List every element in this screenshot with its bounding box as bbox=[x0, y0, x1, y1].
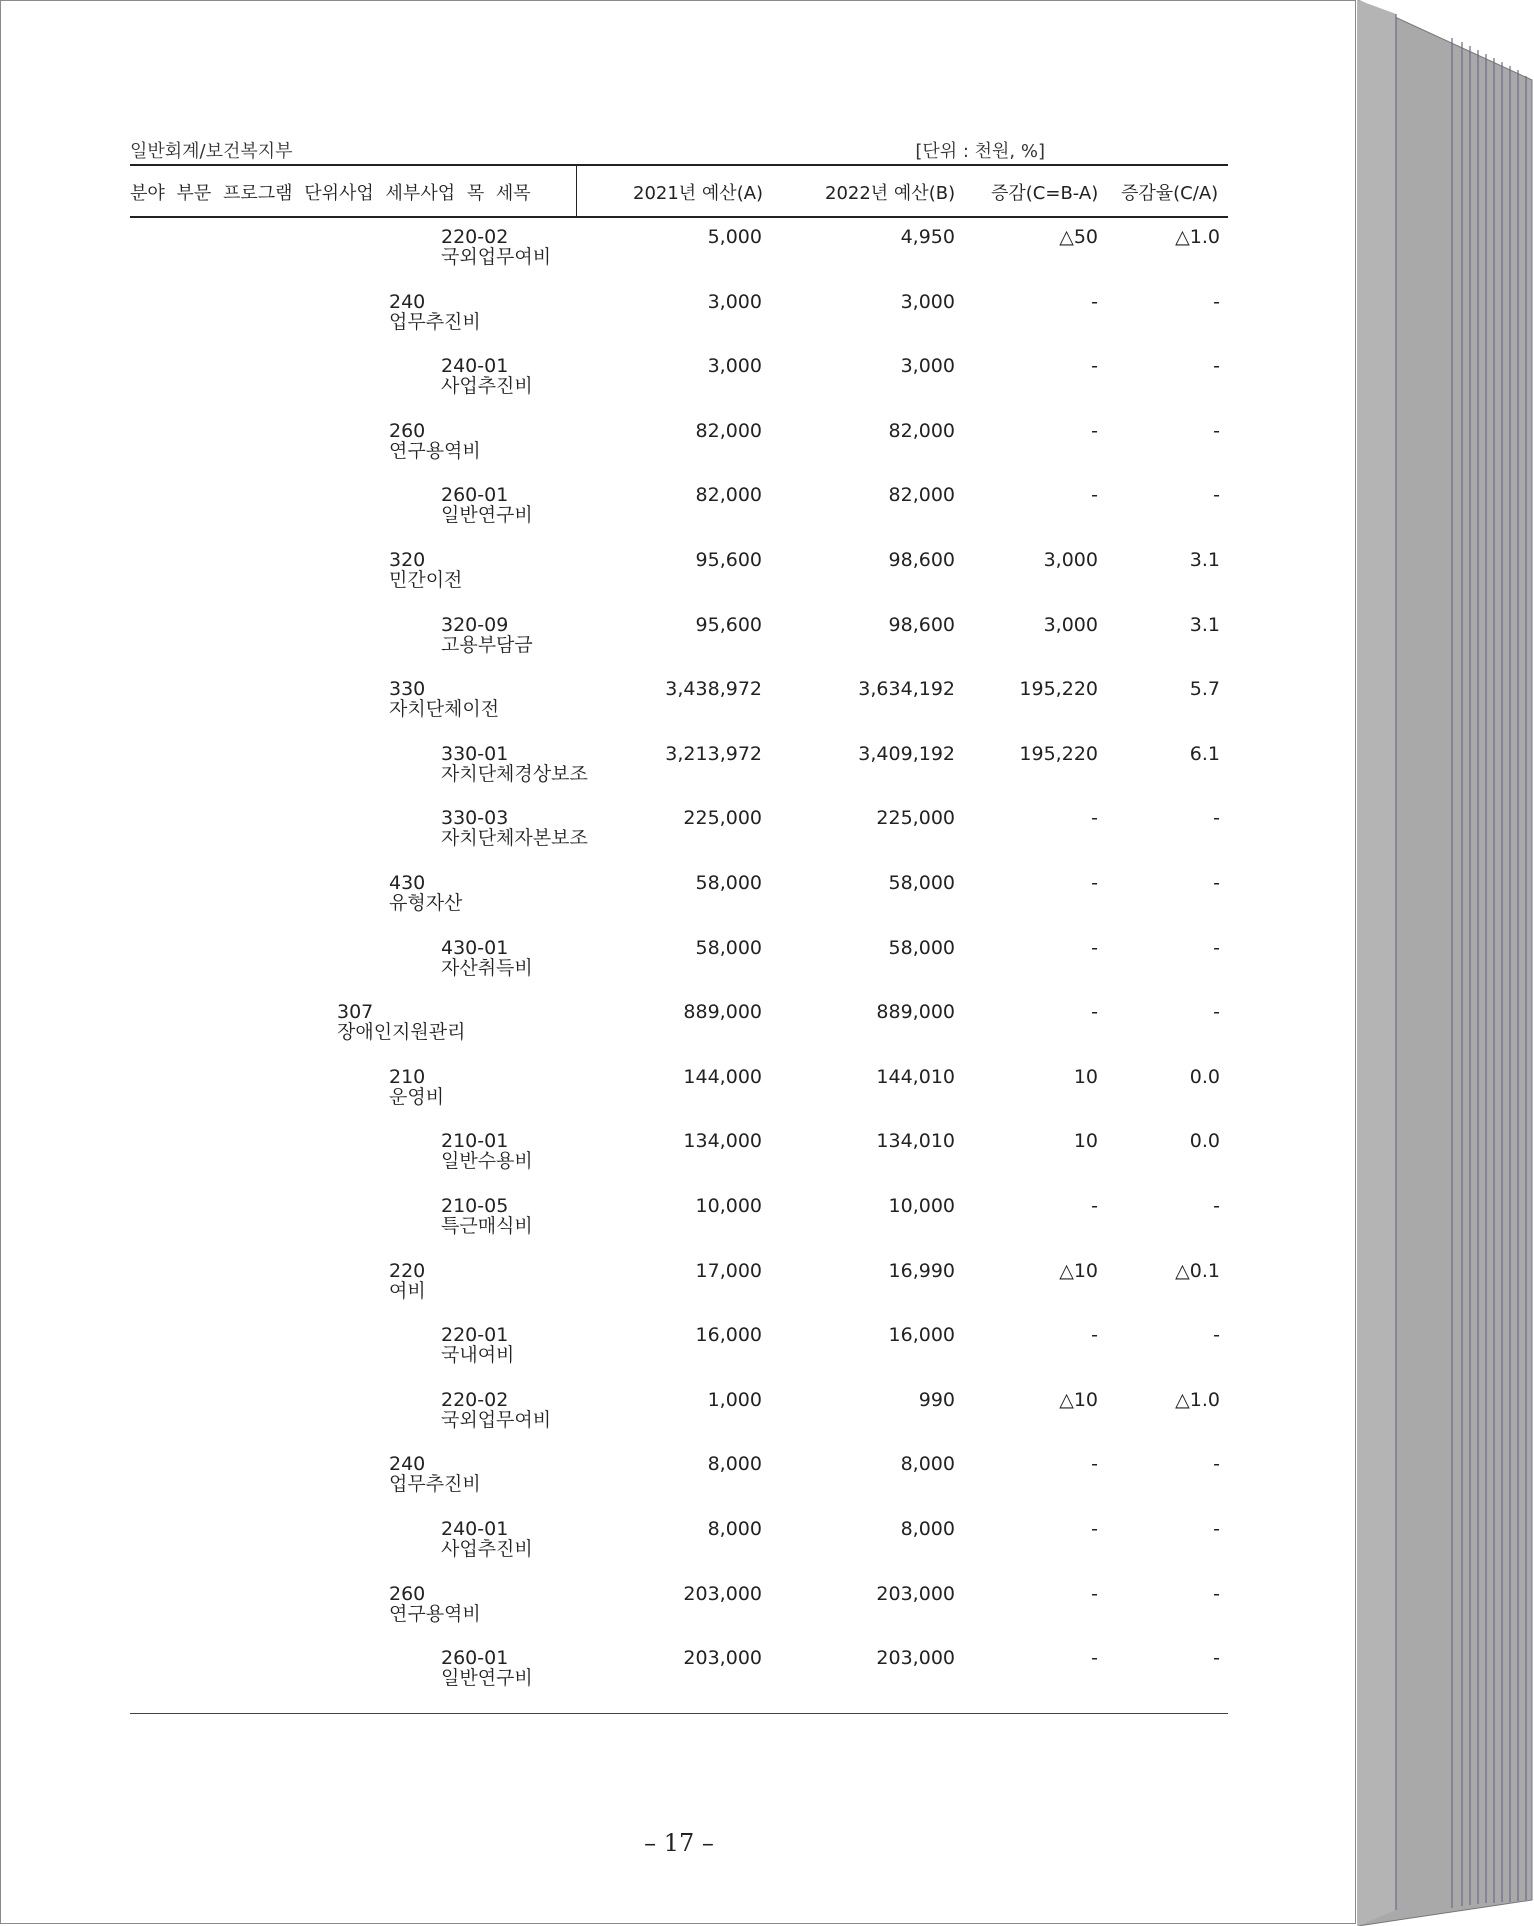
budget-2022-value: 16,000 bbox=[888, 1324, 955, 1347]
item-name: 일반수용비 bbox=[441, 1150, 533, 1173]
item-code: 260 bbox=[389, 1582, 426, 1605]
change-rate-value: - bbox=[1213, 1518, 1220, 1540]
budget-2021-value: 3,213,972 bbox=[665, 742, 762, 765]
change-value: 3,000 bbox=[1043, 549, 1098, 571]
change-value: - bbox=[1091, 1001, 1098, 1024]
budget-2021-value: 10,000 bbox=[695, 1195, 762, 1217]
table-row bbox=[1, 808, 1357, 868]
table-row bbox=[1, 1261, 1357, 1321]
budget-2021-value: 8,000 bbox=[707, 1453, 762, 1476]
table-bottom-rule bbox=[130, 1713, 1228, 1714]
budget-2022-value: 225,000 bbox=[876, 807, 955, 830]
change-value: 195,220 bbox=[1019, 678, 1098, 701]
budget-2022-value: 144,010 bbox=[876, 1065, 955, 1088]
change-rate-value: - bbox=[1213, 1647, 1220, 1670]
page-stack-graphic bbox=[1356, 0, 1534, 1926]
item-name: 업무추진비 bbox=[389, 310, 481, 333]
item-name: 장애인지원관리 bbox=[337, 1021, 466, 1044]
budget-2022-value: 98,600 bbox=[888, 613, 955, 636]
table-header-rule bbox=[130, 216, 1228, 218]
budget-2022-value: 8,000 bbox=[900, 1518, 955, 1540]
budget-2021-value: 3,000 bbox=[707, 290, 762, 313]
column-header-hierarchy: 분야 부문 프로그램 단위사업 세부사업 목 세목 bbox=[130, 183, 531, 204]
item-name: 국외업무여비 bbox=[441, 246, 552, 268]
budget-2022-value: 58,000 bbox=[888, 936, 955, 959]
item-code: 320 bbox=[389, 549, 426, 571]
change-value: 3,000 bbox=[1043, 613, 1098, 636]
item-name: 사업추진비 bbox=[441, 375, 533, 398]
item-code: 307 bbox=[337, 1001, 374, 1024]
item-name: 국내여비 bbox=[441, 1344, 515, 1367]
budget-2022-value: 82,000 bbox=[888, 419, 955, 442]
item-code: 330 bbox=[389, 678, 426, 701]
budget-2022-value: 3,000 bbox=[900, 355, 955, 378]
table-row bbox=[1, 421, 1357, 481]
table-row bbox=[1, 1648, 1357, 1708]
book-page-edges bbox=[1356, 0, 1534, 1926]
item-code: 260 bbox=[389, 419, 426, 442]
table-row bbox=[1, 1325, 1357, 1385]
budget-2022-value: 4,950 bbox=[900, 226, 955, 248]
change-value: - bbox=[1091, 1195, 1098, 1217]
item-code: 220-02 bbox=[441, 1388, 509, 1411]
change-rate-value: - bbox=[1213, 1453, 1220, 1476]
change-value: - bbox=[1091, 1324, 1098, 1347]
budget-2021-value: 95,600 bbox=[695, 549, 762, 571]
change-value: - bbox=[1091, 936, 1098, 959]
item-code: 210 bbox=[389, 1065, 426, 1088]
item-name: 자치단체이전 bbox=[389, 698, 500, 721]
change-rate-value: - bbox=[1213, 1195, 1220, 1217]
column-header-budget-2022: 2022년 예산(B) bbox=[825, 183, 956, 204]
item-name: 일반연구비 bbox=[441, 1667, 533, 1690]
table-top-rule bbox=[130, 164, 1228, 166]
change-rate-value: △1.0 bbox=[1175, 226, 1220, 248]
item-name: 사업추진비 bbox=[441, 1538, 533, 1560]
table-row bbox=[1, 1067, 1357, 1127]
change-rate-value: 3.1 bbox=[1189, 613, 1220, 636]
budget-2022-value: 203,000 bbox=[876, 1647, 955, 1670]
unit-label: [단위 : 천원, %] bbox=[915, 141, 1045, 162]
table-row bbox=[1, 550, 1357, 610]
change-rate-value: - bbox=[1213, 1001, 1220, 1024]
budget-2021-value: 58,000 bbox=[695, 936, 762, 959]
item-code: 210-01 bbox=[441, 1130, 509, 1153]
table-row bbox=[1, 938, 1357, 998]
budget-2021-value: 144,000 bbox=[683, 1065, 762, 1088]
change-value: 10 bbox=[1073, 1130, 1098, 1153]
budget-2021-value: 5,000 bbox=[707, 226, 762, 248]
budget-2021-value: 82,000 bbox=[695, 484, 762, 507]
item-code: 240 bbox=[389, 290, 426, 313]
column-header-change-rate: 증감율(C/A) bbox=[1121, 183, 1219, 204]
item-name: 여비 bbox=[389, 1279, 426, 1302]
budget-2022-value: 8,000 bbox=[900, 1453, 955, 1476]
budget-2022-value: 3,409,192 bbox=[858, 742, 955, 765]
budget-2021-value: 134,000 bbox=[683, 1130, 762, 1153]
table-row bbox=[1, 356, 1357, 416]
change-rate-value: 5.7 bbox=[1189, 678, 1220, 701]
item-code: 220-01 bbox=[441, 1324, 509, 1347]
budget-2021-value: 3,438,972 bbox=[665, 678, 762, 701]
change-value: - bbox=[1091, 807, 1098, 830]
item-name: 연구용역비 bbox=[389, 1602, 481, 1625]
budget-2022-value: 990 bbox=[918, 1388, 955, 1411]
item-name: 유형자산 bbox=[389, 892, 463, 914]
change-value: - bbox=[1091, 1453, 1098, 1476]
table-row bbox=[1, 615, 1357, 675]
change-value: - bbox=[1091, 419, 1098, 442]
item-code: 330-03 bbox=[441, 807, 509, 830]
table-row bbox=[1, 679, 1357, 739]
budget-2021-value: 3,000 bbox=[707, 355, 762, 378]
change-rate-value: 0.0 bbox=[1189, 1130, 1220, 1153]
budget-2022-value: 16,990 bbox=[888, 1259, 955, 1282]
item-code: 240 bbox=[389, 1453, 426, 1476]
table-row bbox=[1, 227, 1357, 287]
item-code: 210-05 bbox=[441, 1195, 509, 1217]
change-value: 10 bbox=[1073, 1065, 1098, 1088]
budget-2021-value: 203,000 bbox=[683, 1647, 762, 1670]
item-code: 430-01 bbox=[441, 936, 509, 959]
budget-2021-value: 17,000 bbox=[695, 1259, 762, 1282]
change-rate-value: - bbox=[1213, 936, 1220, 959]
change-value: - bbox=[1091, 872, 1098, 894]
budget-2021-value: 16,000 bbox=[695, 1324, 762, 1347]
table-row bbox=[1, 1454, 1357, 1514]
budget-2022-value: 10,000 bbox=[888, 1195, 955, 1217]
change-rate-value: - bbox=[1213, 419, 1220, 442]
budget-2021-value: 95,600 bbox=[695, 613, 762, 636]
item-code: 240-01 bbox=[441, 1518, 509, 1540]
change-rate-value: △1.0 bbox=[1175, 1388, 1220, 1411]
item-code: 220 bbox=[389, 1259, 426, 1282]
change-value: △10 bbox=[1059, 1388, 1098, 1411]
budget-2022-value: 58,000 bbox=[888, 872, 955, 894]
budget-2021-value: 889,000 bbox=[683, 1001, 762, 1024]
header-divider bbox=[576, 165, 577, 216]
item-name: 자치단체자본보조 bbox=[441, 827, 588, 850]
item-name: 특근매식비 bbox=[441, 1215, 533, 1237]
table-row bbox=[1, 485, 1357, 545]
section-title: 일반회계/보건복지부 bbox=[130, 141, 293, 162]
page-number: – 17 – bbox=[644, 1829, 714, 1857]
item-name: 일반연구비 bbox=[441, 504, 533, 527]
budget-2021-value: 8,000 bbox=[707, 1518, 762, 1540]
table-row bbox=[1, 1519, 1357, 1579]
item-name: 운영비 bbox=[389, 1085, 445, 1108]
change-rate-value: 0.0 bbox=[1189, 1065, 1220, 1088]
change-rate-value: - bbox=[1213, 872, 1220, 894]
item-name: 자산취득비 bbox=[441, 956, 533, 979]
budget-2021-value: 225,000 bbox=[683, 807, 762, 830]
change-rate-value: 3.1 bbox=[1189, 549, 1220, 571]
budget-2022-value: 3,000 bbox=[900, 290, 955, 313]
item-name: 고용부담금 bbox=[441, 633, 533, 656]
item-code: 330-01 bbox=[441, 742, 509, 765]
column-header-change: 증감(C=B-A) bbox=[991, 183, 1099, 204]
item-name: 자치단체경상보조 bbox=[441, 762, 588, 785]
change-rate-value: - bbox=[1213, 807, 1220, 830]
change-value: - bbox=[1091, 1518, 1098, 1540]
item-code: 320-09 bbox=[441, 613, 509, 636]
table-row bbox=[1, 873, 1357, 933]
budget-2021-value: 82,000 bbox=[695, 419, 762, 442]
change-rate-value: - bbox=[1213, 484, 1220, 507]
change-value: 195,220 bbox=[1019, 742, 1098, 765]
item-code: 430 bbox=[389, 872, 426, 894]
item-name: 업무추진비 bbox=[389, 1473, 481, 1496]
budget-2022-value: 3,634,192 bbox=[858, 678, 955, 701]
item-name: 민간이전 bbox=[389, 569, 463, 591]
change-value: △50 bbox=[1059, 226, 1098, 248]
change-value: - bbox=[1091, 1647, 1098, 1670]
table-row bbox=[1, 1584, 1357, 1644]
item-name: 국외업무여비 bbox=[441, 1408, 552, 1431]
change-value: - bbox=[1091, 484, 1098, 507]
change-value: △10 bbox=[1059, 1259, 1098, 1282]
change-rate-value: △0.1 bbox=[1175, 1259, 1220, 1282]
item-code: 240-01 bbox=[441, 355, 509, 378]
item-code: 260-01 bbox=[441, 484, 509, 507]
item-code: 220-02 bbox=[441, 226, 509, 248]
table-row bbox=[1, 744, 1357, 804]
change-value: - bbox=[1091, 1582, 1098, 1605]
change-value: - bbox=[1091, 355, 1098, 378]
change-rate-value: - bbox=[1213, 1582, 1220, 1605]
item-code: 260-01 bbox=[441, 1647, 509, 1670]
change-value: - bbox=[1091, 290, 1098, 313]
column-header-budget-2021: 2021년 예산(A) bbox=[633, 183, 764, 204]
change-rate-value: - bbox=[1213, 290, 1220, 313]
budget-2021-value: 203,000 bbox=[683, 1582, 762, 1605]
budget-2022-value: 98,600 bbox=[888, 549, 955, 571]
table-row bbox=[1, 1390, 1357, 1450]
item-name: 연구용역비 bbox=[389, 439, 481, 462]
budget-2022-value: 889,000 bbox=[876, 1001, 955, 1024]
budget-2022-value: 82,000 bbox=[888, 484, 955, 507]
budget-2021-value: 1,000 bbox=[707, 1388, 762, 1411]
budget-2022-value: 134,010 bbox=[876, 1130, 955, 1153]
budget-2022-value: 203,000 bbox=[876, 1582, 955, 1605]
table-row bbox=[1, 292, 1357, 352]
change-rate-value: - bbox=[1213, 355, 1220, 378]
budget-2021-value: 58,000 bbox=[695, 872, 762, 894]
table-row bbox=[1, 1002, 1357, 1062]
change-rate-value: 6.1 bbox=[1189, 742, 1220, 765]
change-rate-value: - bbox=[1213, 1324, 1220, 1347]
table-row bbox=[1, 1131, 1357, 1191]
table-row bbox=[1, 1196, 1357, 1256]
